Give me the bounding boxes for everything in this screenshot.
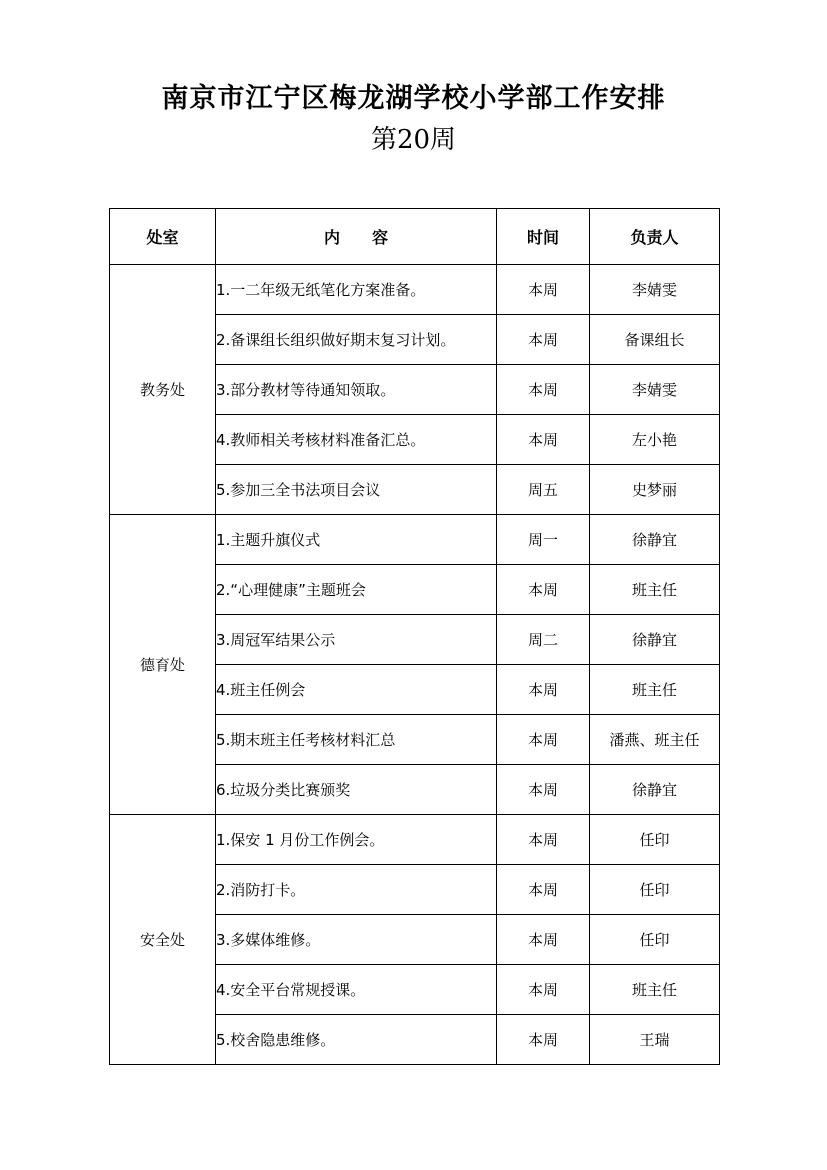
content-cell: 4.教师相关考核材料准备汇总。	[216, 415, 497, 465]
dept-cell: 德育处	[110, 515, 216, 815]
owner-cell: 徐静宜	[590, 515, 720, 565]
owner-cell: 李婧雯	[590, 265, 720, 315]
time-cell: 本周	[497, 965, 590, 1015]
content-cell: 6.垃圾分类比赛颁奖	[216, 765, 497, 815]
document-title: 南京市江宁区梅龙湖学校小学部工作安排	[161, 83, 666, 114]
owner-cell: 备课组长	[590, 315, 720, 365]
week-subtitle: 第20周	[370, 125, 457, 155]
content-cell: 2.“心理健康”主题班会	[216, 565, 497, 615]
content-cell: 5.参加三全书法项目会议	[216, 465, 497, 515]
content-cell: 1.主题升旗仪式	[216, 515, 497, 565]
time-cell: 本周	[497, 415, 590, 465]
owner-cell: 任印	[590, 815, 720, 865]
dept-cell: 教务处	[110, 265, 216, 515]
owner-cell: 史梦丽	[590, 465, 720, 515]
content-cell: 5.校舍隐患维修。	[216, 1015, 497, 1065]
content-cell: 4.安全平台常规授课。	[216, 965, 497, 1015]
schedule-table	[109, 208, 720, 1065]
time-cell: 本周	[497, 1015, 590, 1065]
owner-cell: 任印	[590, 915, 720, 965]
time-cell: 本周	[497, 315, 590, 365]
owner-cell: 王瑞	[590, 1015, 720, 1065]
content-cell: 4.班主任例会	[216, 665, 497, 715]
owner-cell: 左小艳	[590, 415, 720, 465]
dept-cell: 安全处	[110, 815, 216, 1065]
content-cell: 3.部分教材等待通知领取。	[216, 365, 497, 415]
owner-cell: 李婧雯	[590, 365, 720, 415]
time-cell: 本周	[497, 815, 590, 865]
table-row	[110, 815, 720, 865]
table-header-row	[110, 209, 720, 265]
header-owner: 负责人	[590, 209, 720, 265]
content-cell: 5.期末班主任考核材料汇总	[216, 715, 497, 765]
time-cell: 周一	[497, 515, 590, 565]
time-cell: 本周	[497, 865, 590, 915]
content-cell: 3.周冠军结果公示	[216, 615, 497, 665]
content-cell: 3.多媒体维修。	[216, 915, 497, 965]
time-cell: 本周	[497, 565, 590, 615]
time-cell: 本周	[497, 665, 590, 715]
owner-cell: 班主任	[590, 965, 720, 1015]
time-cell: 周五	[497, 465, 590, 515]
owner-cell: 班主任	[590, 665, 720, 715]
content-cell: 1.一二年级无纸笔化方案准备。	[216, 265, 497, 315]
time-cell: 本周	[497, 915, 590, 965]
table-row	[110, 265, 720, 315]
time-cell: 本周	[497, 265, 590, 315]
owner-cell: 徐静宜	[590, 765, 720, 815]
content-cell: 1.保安 1 月份工作例会。	[216, 815, 497, 865]
time-cell: 周二	[497, 615, 590, 665]
time-cell: 本周	[497, 765, 590, 815]
owner-cell: 潘燕、班主任	[590, 715, 720, 765]
content-cell: 2.消防打卡。	[216, 865, 497, 915]
owner-cell: 任印	[590, 865, 720, 915]
content-cell: 2.备课组长组织做好期末复习计划。	[216, 315, 497, 365]
table-row	[110, 515, 720, 565]
owner-cell: 徐静宜	[590, 615, 720, 665]
time-cell: 本周	[497, 715, 590, 765]
header-dept: 处室	[110, 209, 216, 265]
time-cell: 本周	[497, 365, 590, 415]
owner-cell: 班主任	[590, 565, 720, 615]
header-content: 内 容	[216, 209, 497, 265]
header-time: 时间	[497, 209, 590, 265]
